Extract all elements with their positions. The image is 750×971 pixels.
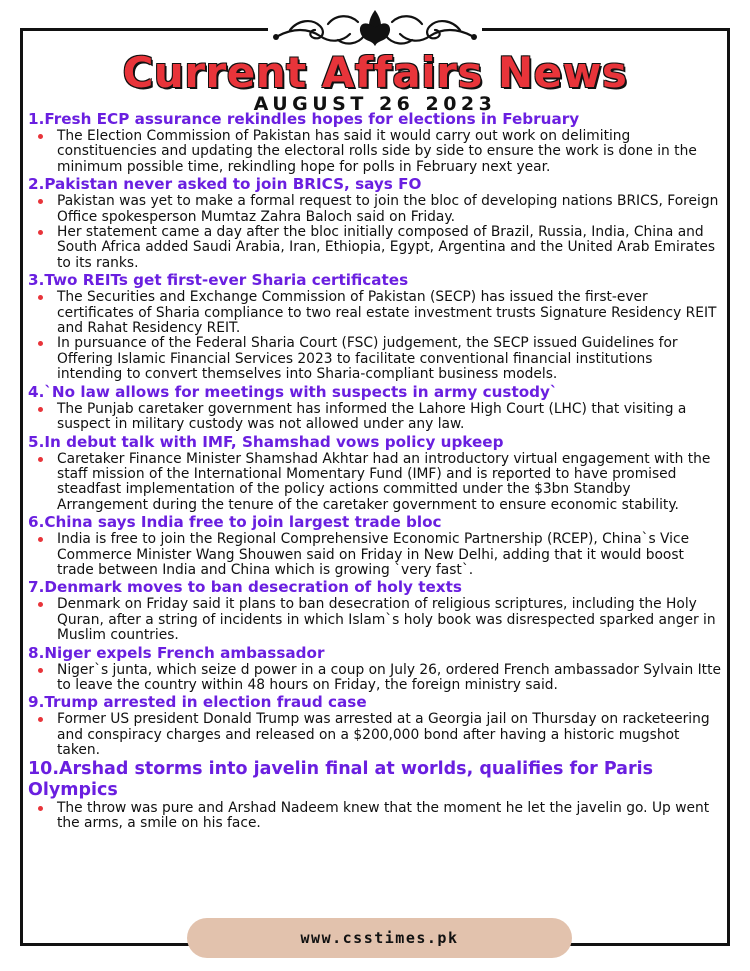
news-bullet: [57, 129, 728, 175]
bullet-dot-icon: [38, 407, 43, 412]
news-bullet-list: [28, 452, 728, 514]
bullet-dot-icon: [38, 668, 43, 673]
news-bullet-list: [28, 532, 728, 578]
news-bullet-text: Niger`s junta, which seize d power in a coup on July 26, ordered French ambassador Sylvain Itte to leave the country within 48 hours on Friday, the foreign ministry said.: [57, 661, 721, 693]
news-headline: 7.Denmark moves to ban desecration of holy texts: [28, 578, 462, 597]
news-bullet-list: [28, 290, 728, 382]
news-bullet: [57, 336, 728, 382]
page-title: Current Affairs News: [122, 48, 628, 97]
footer-website-text: www.csstimes.pk: [300, 929, 459, 947]
news-item: [28, 759, 728, 832]
news-headline: 2.Pakistan never asked to join BRICS, says FO: [28, 175, 422, 194]
bullet-dot-icon: [38, 717, 43, 722]
news-bullet-text: The Securities and Exchange Commission of Pakistan (SECP) has issued the first-ever certificates of Sharia compliance to two real estate investment trusts Signature Residency REIT and Rahat Residency REIT.: [57, 289, 717, 337]
news-bullet: [57, 532, 728, 578]
news-bullet: [57, 225, 728, 271]
news-bullet-text: Denmark on Friday said it plans to ban desecration of religious scriptures, including the Holy Quran, after a string of incidents in which Islam`s holy book was disrespected sparked anger in Muslim countries.: [57, 596, 716, 644]
news-list: [28, 110, 728, 831]
news-item: [28, 693, 728, 758]
news-bullet: [57, 402, 728, 433]
bullet-dot-icon: [38, 230, 43, 235]
news-item: [28, 513, 728, 578]
news-item: [28, 433, 728, 514]
news-bullet: [57, 712, 728, 758]
news-headline: 3.Two REITs get first-ever Sharia certificates: [28, 271, 409, 290]
news-bullet-list: [28, 801, 728, 832]
news-headline: 10.Arshad storms into javelin final at worlds, qualifies for Paris Olympics: [28, 758, 654, 800]
news-bullet-text: The throw was pure and Arshad Nadeem knew that the moment he let the javelin go. Up went the arms, a smile on his face.: [57, 799, 710, 831]
news-headline: 9.Trump arrested in election fraud case: [28, 693, 367, 712]
news-bullet: [57, 452, 728, 514]
news-bullet-text: Pakistan was yet to make a formal request to join the bloc of developing nations BRICS, Foreign Office spokesperson Mumtaz Zahra Baloch said on Friday.: [57, 193, 719, 225]
news-headline: 8.Niger expels French ambassador: [28, 643, 325, 662]
bullet-dot-icon: [38, 341, 43, 346]
news-bullet-text: Former US president Donald Trump was arrested at a Georgia jail on Thursday on racketeering and conspiracy charges and released on a $200,000 bond after having a historic mugshot taken.: [57, 711, 710, 759]
news-bullet-text: The Punjab caretaker government has informed the Lahore High Court (LHC) that visiting a suspect in military custody was not allowed under any law.: [57, 400, 687, 433]
news-bullet-text: In pursuance of the Federal Sharia Court (FSC) judgement, the SECP issued Guidelines for Offering Islamic Financial Services 2023 to facilitate conventional financial institutions intending to convert themselves into Sharia-compliant business models.: [57, 335, 678, 383]
news-bullet-list: [28, 597, 728, 643]
news-bullet-list: [28, 663, 728, 694]
bullet-dot-icon: [38, 457, 43, 462]
decorative-flourish-icon: [268, 6, 482, 50]
news-item: [28, 578, 728, 643]
news-item: [28, 644, 728, 694]
news-bullet: [57, 801, 728, 832]
news-bullet-text: The Election Commission of Pakistan has said it would carry out work on delimiting constituencies and updating the electoral rolls side by side to ensure the work is done in the minimum possible time, rekindling hope for polls in February next year.: [57, 128, 697, 175]
news-item: [28, 271, 728, 382]
news-headline: 5.In debut talk with IMF, Shamshad vows policy upkeep: [28, 432, 504, 451]
bullet-dot-icon: [38, 295, 43, 300]
news-bullet: [57, 194, 728, 225]
news-bullet: [57, 663, 728, 694]
news-bullet: [57, 290, 728, 336]
bullet-dot-icon: [38, 806, 43, 811]
news-headline: 1.Fresh ECP assurance rekindles hopes for elections in February: [28, 110, 580, 128]
news-item: [28, 110, 728, 175]
footer-website-badge: [187, 918, 572, 958]
news-bullet: [57, 597, 728, 643]
bullet-dot-icon: [38, 199, 43, 204]
news-item: [28, 383, 728, 433]
news-bullet-list: [28, 402, 728, 433]
news-bullet-list: [28, 712, 728, 758]
bullet-dot-icon: [38, 602, 43, 607]
bullet-dot-icon: [38, 537, 43, 542]
news-bullet-list: [28, 194, 728, 271]
news-headline: 6.China says India free to join largest trade bloc: [28, 513, 442, 532]
news-bullet-list: [28, 129, 728, 175]
news-item: [28, 175, 728, 271]
news-headline: 4.`No law allows for meetings with suspects in army custody`: [28, 382, 558, 401]
page-date: AUGUST 26 2023: [253, 93, 497, 115]
bullet-dot-icon: [38, 134, 43, 139]
news-bullet-text: Caretaker Finance Minister Shamshad Akhtar had an introductory virtual engagement with the staff mission of the International Momentary Fund (IMF) and is reported to have promised steadfast implementation of the policy actions committed under the $3bn Standby Arrangement during the tenure of the caretaker government to ensure economic stability.: [57, 450, 711, 513]
news-bullet-text: Her statement came a day after the bloc initially composed of Brazil, Russia, India, China and South Africa added Saudi Arabia, Iran, Ethiopia, Egypt, Argentina and the United Arab Emirates to its ranks.: [57, 224, 716, 271]
news-bullet-text: India is free to join the Regional Comprehensive Economic Partnership (RCEP), China`s Vice Commerce Minister Wang Shouwen said on Friday in New Delhi, adding that it would boost trade between India and China which is growing `very fast`.: [57, 531, 690, 578]
